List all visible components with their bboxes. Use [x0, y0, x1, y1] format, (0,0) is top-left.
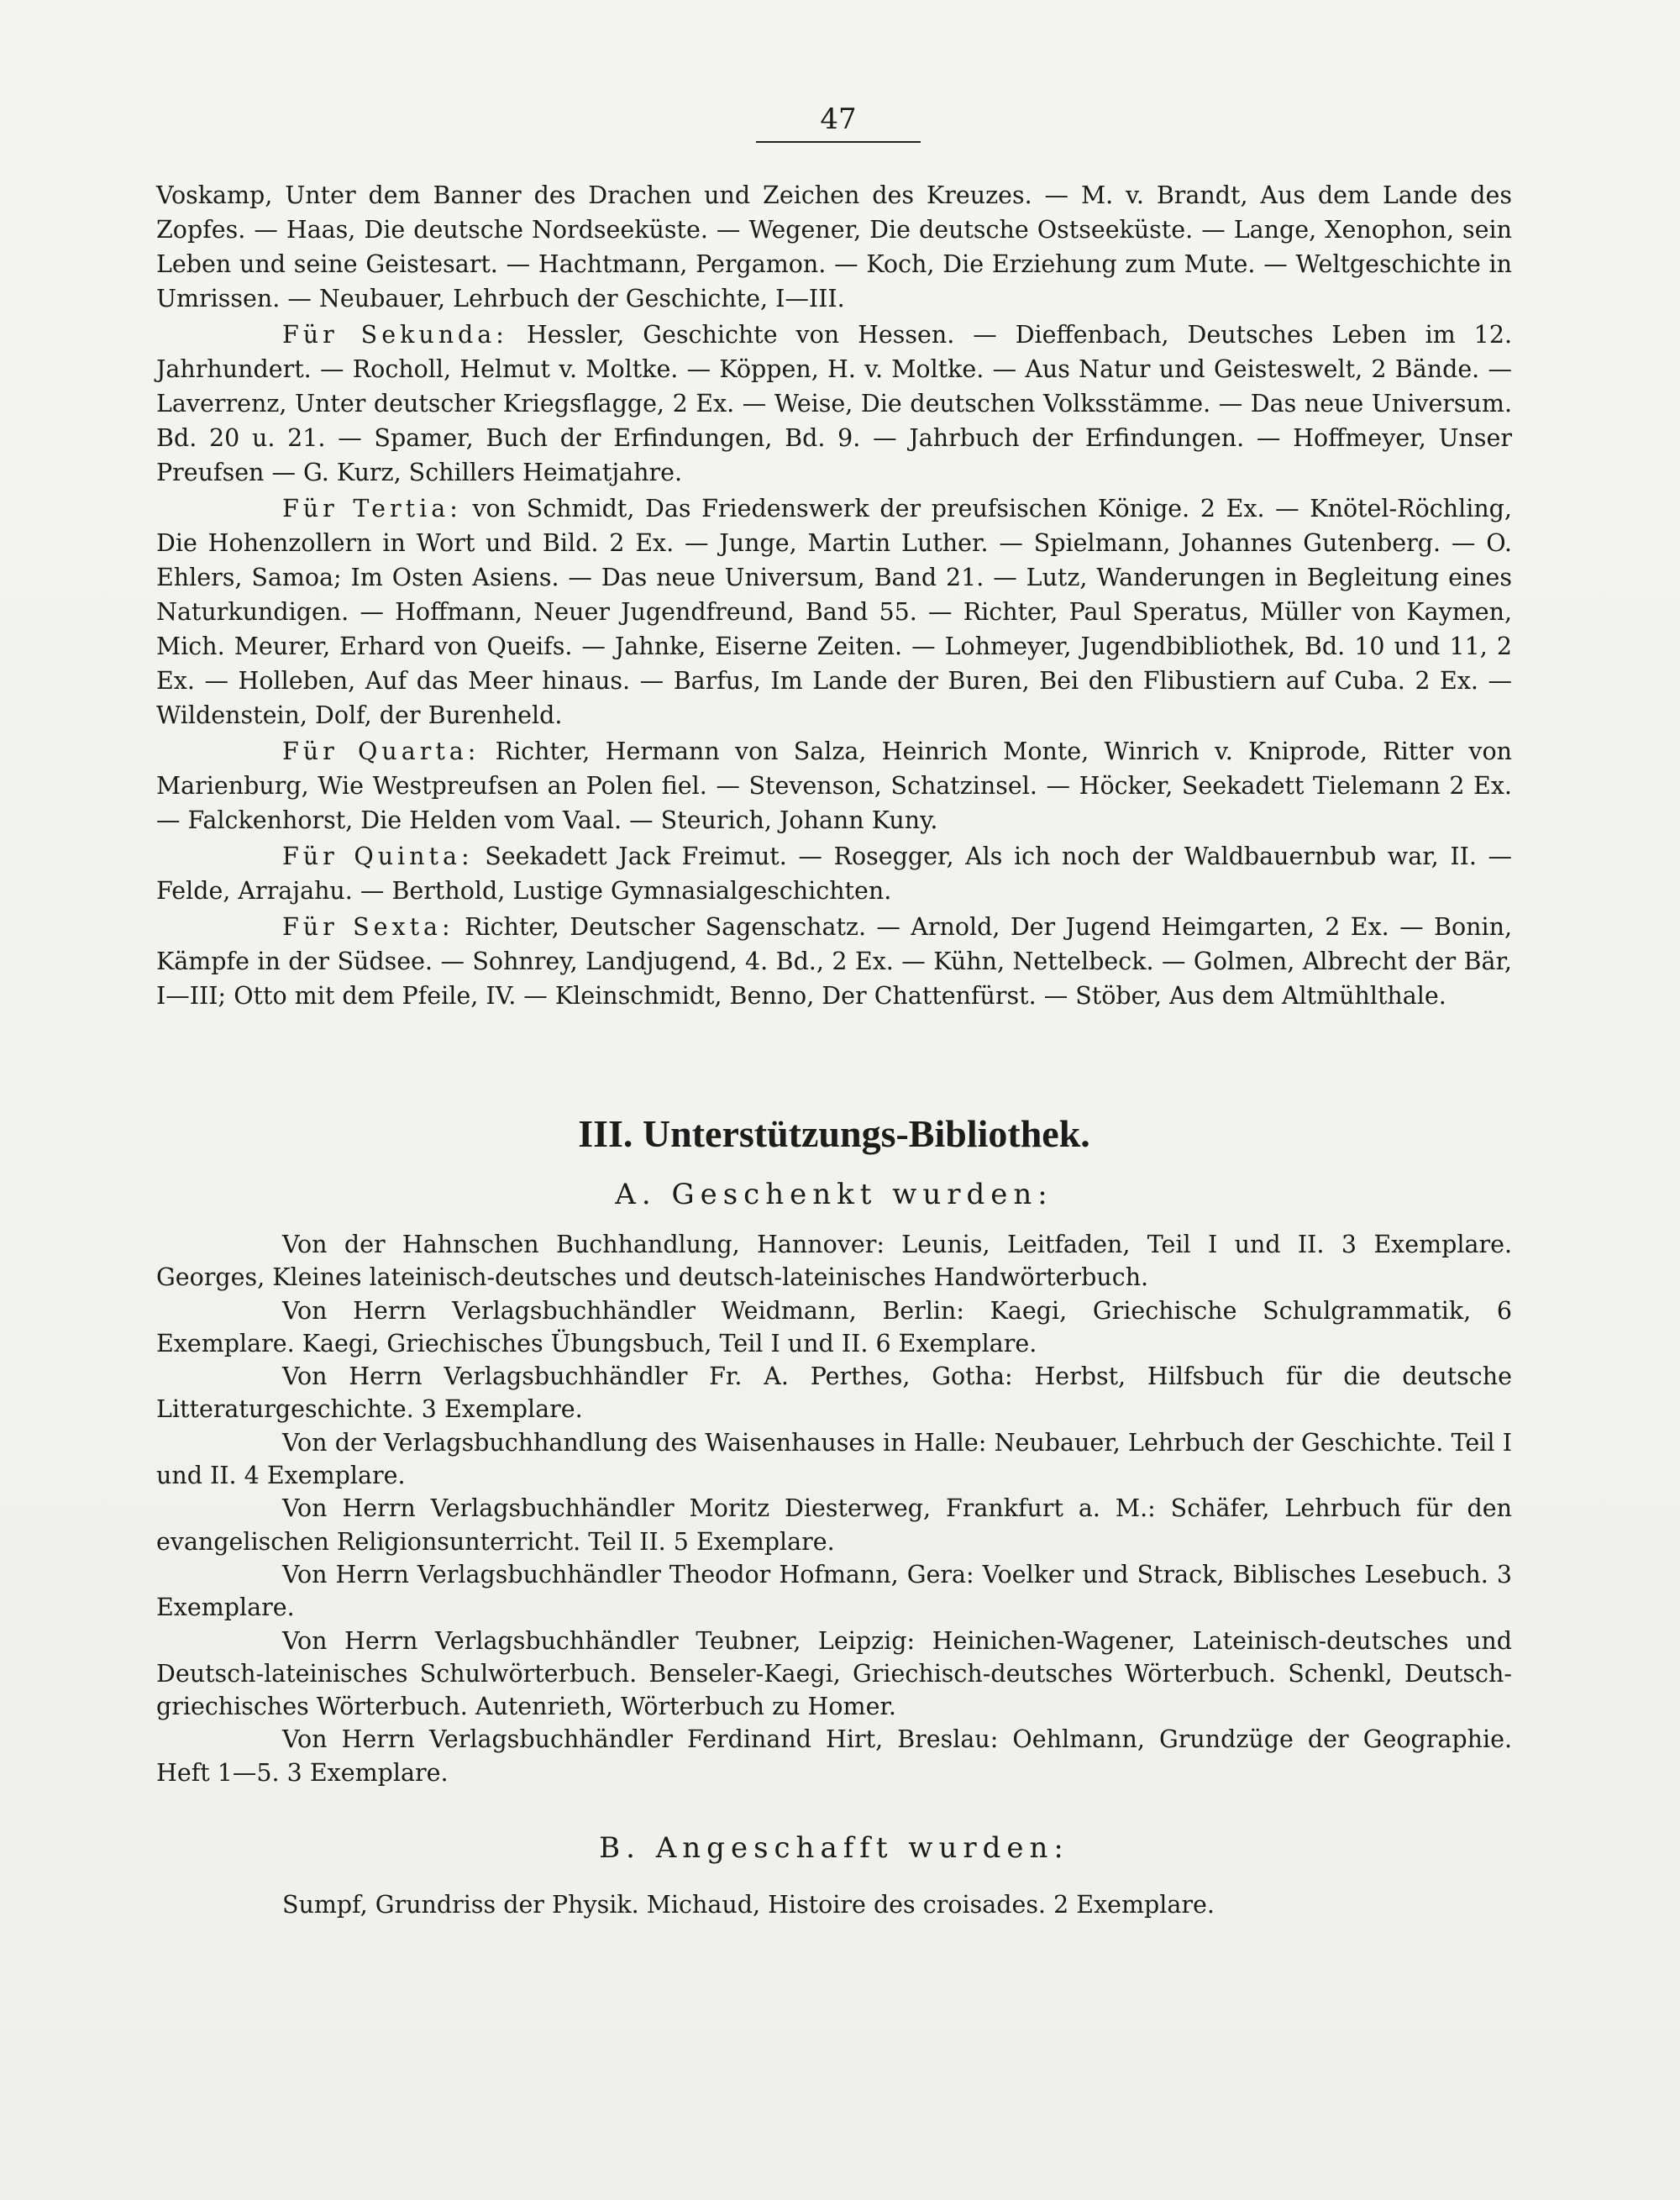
donation-entry: Von der Verlagsbuchhandlung des Waisenhauses in Halle: Neubauer, Lehrbuch der Geschichte. Teil I und II. 4 Exemplare. [156, 1428, 1512, 1490]
class-paragraph-quarta [156, 734, 1512, 837]
class-books: von Schmidt, Das Friedenswerk der preufsischen Könige. 2 Ex. — Knötel-Röchling, Die Hohenzollern in Wort und Bild. 2 Ex. — Junge, Martin Luther. — Spielmann, Johannes Gutenberg. — O. Ehlers, Samoa; Im Osten Asiens. — Das neue Universum, Band 21. — Lutz, Wanderungen in Begleitung eines Naturkundigen. — Hoffmann, Neuer Jugendfreund, Band 55. — Richter, Paul Speratus, Müller von Kaymen, Mich. Meurer, Erhard von Queifs. — Jahnke, Eiserne Zeiten. — Lohmeyer, Jugendbibliothek, Bd. 10 und 11, 2 Ex. — Holleben, Auf das Meer hinaus. — Barfus, Im Lande der Buren, Bei den Flibustiern auf Cuba. 2 Ex. — Wildenstein, Dolf, der Burenheld. [156, 495, 1512, 729]
purchase-entry: Sumpf, Grundriss der Physik. Michaud, Histoire des croisades. 2 Exemplare. [282, 1891, 1215, 1919]
class-books: Seekadett Jack Freimut. — Rosegger, Als ich noch der Waldbauernbub war, II. — Felde, Arrajahu. — Berthold, Lustige Gymnasialgeschichten. [156, 843, 1512, 905]
purchases-list [156, 1888, 1512, 1922]
subsection-title-donated: A. Geschenkt wurden: [615, 1178, 1053, 1211]
page-number: 47 [756, 102, 921, 143]
donation-entry: Von Herrn Verlagsbuchhändler Theodor Hofmann, Gera: Voelker und Strack, Biblisches Lesebuch. 3 Exemplare. [156, 1560, 1512, 1622]
continuation-paragraph: Voskamp, Unter dem Banner des Drachen und Zeichen des Kreuzes. — M. v. Brandt, Aus dem Lande des Zopfes. — Haas, Die deutsche Nordseeküste. — Wegener, Die deutsche Ostseeküste. — Lange, Xenophon, sein Leben und seine Geistesart. — Hachtmann, Pergamon. — Koch, Die Erziehung zum Mute. — Weltgeschichte in Umrissen. — Neubauer, Lehrbuch der Geschichte, I—III. [156, 181, 1512, 312]
class-label: Für Tertia: [282, 495, 462, 522]
donation-entry: Von Herrn Verlagsbuchhändler Weidmann, Berlin: Kaegi, Griechische Schulgrammatik, 6 Exemplare. Kaegi, Griechisches Übungsbuch, Teil I und II. 6 Exemplare. [156, 1296, 1512, 1357]
class-label: Für Sexta: [282, 913, 454, 941]
class-books: Hessler, Geschichte von Hessen. — Dieffenbach, Deutsches Leben im 12. Jahrhundert. — Rocholl, Helmut v. Moltke. — Köppen, H. v. Moltke. — Aus Natur und Geisteswelt, 2 Bände. — Laverrenz, Unter deutscher Kriegsflagge, 2 Ex. — Weise, Die deutschen Volksstämme. — Das neue Universum. Bd. 20 u. 21. — Spamer, Buch der Erfindungen, Bd. 9. — Jahrbuch der Erfindungen. — Hoffmeyer, Unser Preufsen — G. Kurz, Schillers Heimatjahre. [156, 321, 1513, 486]
reading-list [156, 178, 1512, 1015]
class-paragraph-quinta [156, 839, 1512, 908]
donation-entry: Von Herrn Verlagsbuchhändler Ferdinand Hirt, Breslau: Oehlmann, Grundzüge der Geographie. Heft 1—5. 3 Exemplare. [156, 1725, 1512, 1787]
class-label: Für Quinta: [282, 843, 474, 870]
class-label: Für Quarta: [282, 738, 480, 765]
donation-entry: Von Herrn Verlagsbuchhändler Teubner, Leipzig: Heinichen-Wagener, Lateinisch-deutsches und Deutsch-lateinisches Schulwörterbuch. Benseler-Kaegi, Griechisch-deutsches Wörterbuch. Schenkl, Deutsch-griechisches Wörterbuch. Autenrieth, Wörterbuch zu Homer. [156, 1626, 1512, 1721]
class-label: Für Sekunda: [282, 321, 508, 349]
subsection-title-purchased: B. Angeschafft wurden: [599, 1831, 1069, 1865]
donations-list [156, 1228, 1512, 1789]
class-books: Richter, Hermann von Salza, Heinrich Monte, Winrich v. Kniprode, Ritter von Marienburg, Wie Westpreufsen an Polen fiel. — Stevenson, Schatzinsel. — Höcker, Seekadett Tielemann 2 Ex. — Falckenhorst, Die Helden vom Vaal. — Steurich, Johann Kuny. [156, 738, 1512, 834]
class-books: Richter, Deutscher Sagenschatz. — Arnold, Der Jugend Heimgarten, 2 Ex. — Bonin, Kämpfe in der Südsee. — Sohnrey, Landjugend, 4. Bd., 2 Ex. — Kühn, Nettelbeck. — Golmen, Albrecht der Bär, I—III; Otto mit dem Pfeile, IV. — Kleinschmidt, Benno, Der Chattenfürst. — Stöber, Aus dem Altmühlthale. [156, 913, 1513, 1010]
donation-entry: Von Herrn Verlagsbuchhändler Fr. A. Perthes, Gotha: Herbst, Hilfsbuch für die deutsche Litteraturgeschichte. 3 Exemplare. [156, 1363, 1512, 1424]
donation-entry: Von Herrn Verlagsbuchhändler Moritz Diesterweg, Frankfurt a. M.: Schäfer, Lehrbuch für den evangelischen Religionsunterricht. Teil II. 5 Exemplare. [156, 1494, 1512, 1556]
section-title: III. Unterstützungs-Bibliothek. [578, 1112, 1090, 1155]
donation-entry: Von der Hahnschen Buchhandlung, Hannover: Leunis, Leitfaden, Teil I und II. 3 Exemplare. Georges, Kleines lateinisch-deutsches und deutsch-lateinisches Handwörterbuch. [156, 1231, 1512, 1292]
class-paragraph-tertia [156, 491, 1512, 732]
class-paragraph-sekunda [156, 318, 1512, 490]
class-paragraph-sexta [156, 910, 1512, 1013]
